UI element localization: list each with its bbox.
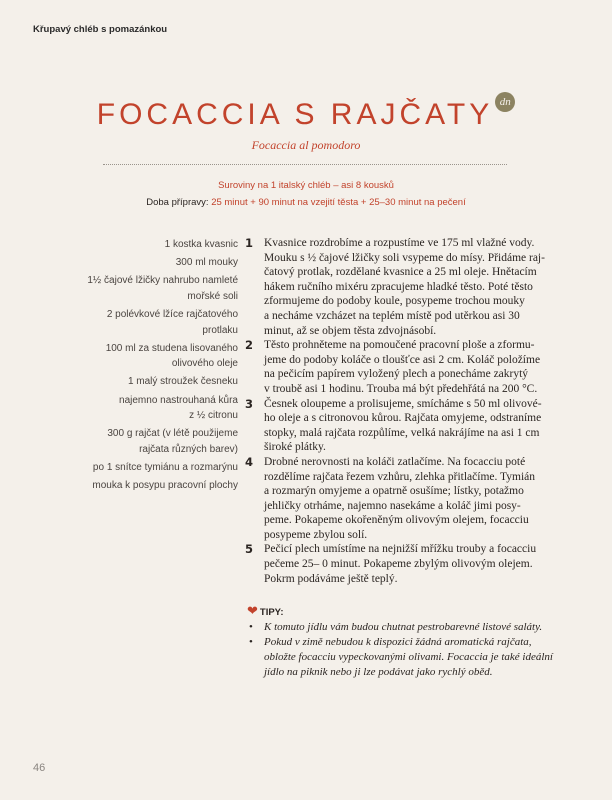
ingredient-line: protlaku: [202, 324, 238, 336]
ingredient-line: mouka k posypu pracovní plochy: [92, 480, 238, 492]
dotted-divider: [103, 164, 507, 165]
step-text-line: Kvasnice rozdrobíme a rozpustíme ve 175 ml vlažné vody.: [264, 237, 535, 249]
ingredient-line: 300 ml mouky: [175, 257, 238, 269]
step-text-line: peme. Pokapeme okořeněným olivovým olejem, focacciu: [264, 514, 529, 527]
tip-text-line: Pokud v zimě nebudou k dispozici žádná aromatická rajčata,: [264, 636, 532, 648]
ingredient-line: 1 kostka kvasnic: [164, 239, 238, 250]
step-text-line: v troubě asi 1 hodinu. Trouba má být předehřátá na 200 °C.: [264, 382, 538, 395]
heart-icon: ❤: [247, 603, 258, 618]
ingredient-line: 1 malý stroužek česneku: [127, 376, 238, 388]
step-text-line: posypeme zbylou solí.: [264, 528, 368, 541]
ingredient-line: z ½ citronu: [189, 410, 238, 422]
method-step: [245, 338, 585, 396]
prep-time: [0, 197, 612, 208]
method-step: [245, 542, 585, 586]
step-text-line: Těsto prohněteme na pomoučené pracovní ploše a zformu-: [264, 339, 535, 352]
ingredient-line: olivového oleje: [171, 358, 238, 370]
step-text-line: jeme do podoby koláče o tloušťce asi 2 cm. Koláč položíme: [264, 353, 541, 366]
tip-text-line: jídlo na piknik nebo ji lze podávat jako rychlý oběd.: [264, 666, 493, 678]
ingredient-item: [30, 478, 238, 494]
step-text-line: a rozmarýn omyjeme a opatrně osušíme; lístky, potažmo: [264, 485, 524, 498]
step-text-line: hákem ručního mixéru zpracujeme hladké těsto. Poté těsto: [264, 280, 533, 293]
step-text-line: pečeme 25– 0 minut. Pokapeme zbylým olivovým olejem.: [264, 558, 533, 571]
recipe-title-text: FOCACCIA S RAJČATY: [96, 98, 494, 131]
recipe-title: [0, 98, 612, 132]
step-text-line: jehličky otrháme, najemno nasekáme a koláč jimi posy-: [264, 499, 521, 512]
step-number: 5: [245, 542, 254, 557]
step-text-line: zformujeme do podoby koule, posypeme trochou mouky: [264, 295, 525, 308]
ingredient-line: rajčata různých barev): [139, 443, 238, 455]
prep-time-value: 25 minut + 90 minut na vzejití těsta + 25–30 minut na pečení: [211, 197, 466, 208]
step-number: 2: [245, 338, 254, 353]
tip-text-line: obložte focacciu vypeckovanými olivami. Focaccia je také ideální: [264, 651, 553, 663]
bullet-icon: •: [249, 636, 253, 648]
step-text-line: rozdělíme rajčata řezem vzhůru, zlehka přitlačíme. Tymián: [264, 470, 536, 483]
ingredient-item: [30, 426, 238, 457]
ingredient-line: 2 polévkové lžíce rajčatového: [106, 309, 238, 321]
tip-text-line: K tomuto jídlu vám budou chutnat pestrobarevné listové saláty.: [264, 621, 543, 633]
ingredient-line: 1½ čajové lžičky nahrubo namleté: [87, 275, 238, 287]
recipe-subtitle: Focaccia al pomodoro: [251, 138, 361, 152]
method-steps: [245, 236, 585, 586]
tip-item: [247, 635, 597, 680]
ingredient-line: mořské soli: [187, 290, 238, 302]
step-text-line: Drobné nerovnosti na koláči zatlačíme. Na focacciu poté: [264, 455, 526, 468]
step-text-line: široké plátky.: [264, 441, 326, 454]
method-step: [245, 236, 585, 338]
tips-heading-text: TIPY:: [259, 607, 284, 618]
step-text-line: Pokrm podáváme ještě teplý.: [264, 572, 398, 585]
ingredient-line: po 1 snítce tymiánu a rozmarýnu: [92, 462, 238, 473]
ingredient-line: 300 g rajčat (v létě použijeme: [107, 428, 238, 440]
servings: Suroviny na 1 italský chléb – asi 8 kousků: [218, 180, 394, 191]
tip-item: [247, 620, 597, 635]
step-number: 3: [245, 396, 254, 411]
tips-list: [247, 620, 597, 680]
ingredient-item: [30, 237, 238, 253]
ingredient-item: [30, 307, 238, 338]
ingredient-item: [30, 393, 238, 424]
ingredient-item: [30, 460, 238, 476]
step-text-line: a necháme vzcházet na teplém místě pod utěrkou asi 30: [264, 309, 520, 322]
dn-badge-icon: dn: [495, 92, 515, 112]
step-text-line: stopky, malá rajčata rozpůlíme, velká nakrájíme na asi 1 cm: [264, 426, 540, 439]
ingredient-item: [30, 374, 238, 390]
ingredient-line: najemno nastrouhaná kůra: [119, 394, 238, 406]
ingredient-line: 100 ml za studena lisovaného: [105, 342, 238, 354]
ingredient-list: [30, 237, 238, 496]
method-step: [245, 455, 585, 543]
prep-time-label: Doba přípravy:: [146, 197, 209, 208]
ingredient-item: [30, 273, 238, 304]
ingredient-item: [30, 341, 238, 372]
tips-heading: [247, 604, 597, 620]
tips-box: [247, 604, 597, 680]
step-number: 1: [245, 236, 254, 250]
bullet-icon: •: [249, 621, 253, 633]
running-head: Křupavý chléb s pomazánkou: [33, 24, 168, 35]
step-text-line: Česnek oloupeme a prolisujeme, smícháme s 50 ml olivové-: [264, 397, 542, 410]
step-text-line: Mouku s ½ čajové lžičky soli vsypeme do mísy. Přidáme raj-: [264, 251, 545, 264]
step-text-line: minut, až se objem těsta zdvojnásobí.: [264, 324, 437, 337]
method-step: [245, 397, 585, 455]
step-text-line: čatový protlak, rozdělané kvasnice a 25 ml oleje. Hnětacím: [264, 266, 537, 279]
step-text-line: na pečicím papírem vyložený plech a ponecháme zakrytý: [264, 368, 529, 381]
ingredient-item: [30, 255, 238, 271]
page-number: 46: [33, 762, 46, 774]
step-text-line: ho oleje a s citronovou kůrou. Rajčata omyjeme, odstraníme: [264, 412, 542, 425]
step-text-line: Pečicí plech umístíme na nejnižší mřížku trouby a focacciu: [264, 543, 537, 556]
step-number: 4: [245, 454, 254, 469]
